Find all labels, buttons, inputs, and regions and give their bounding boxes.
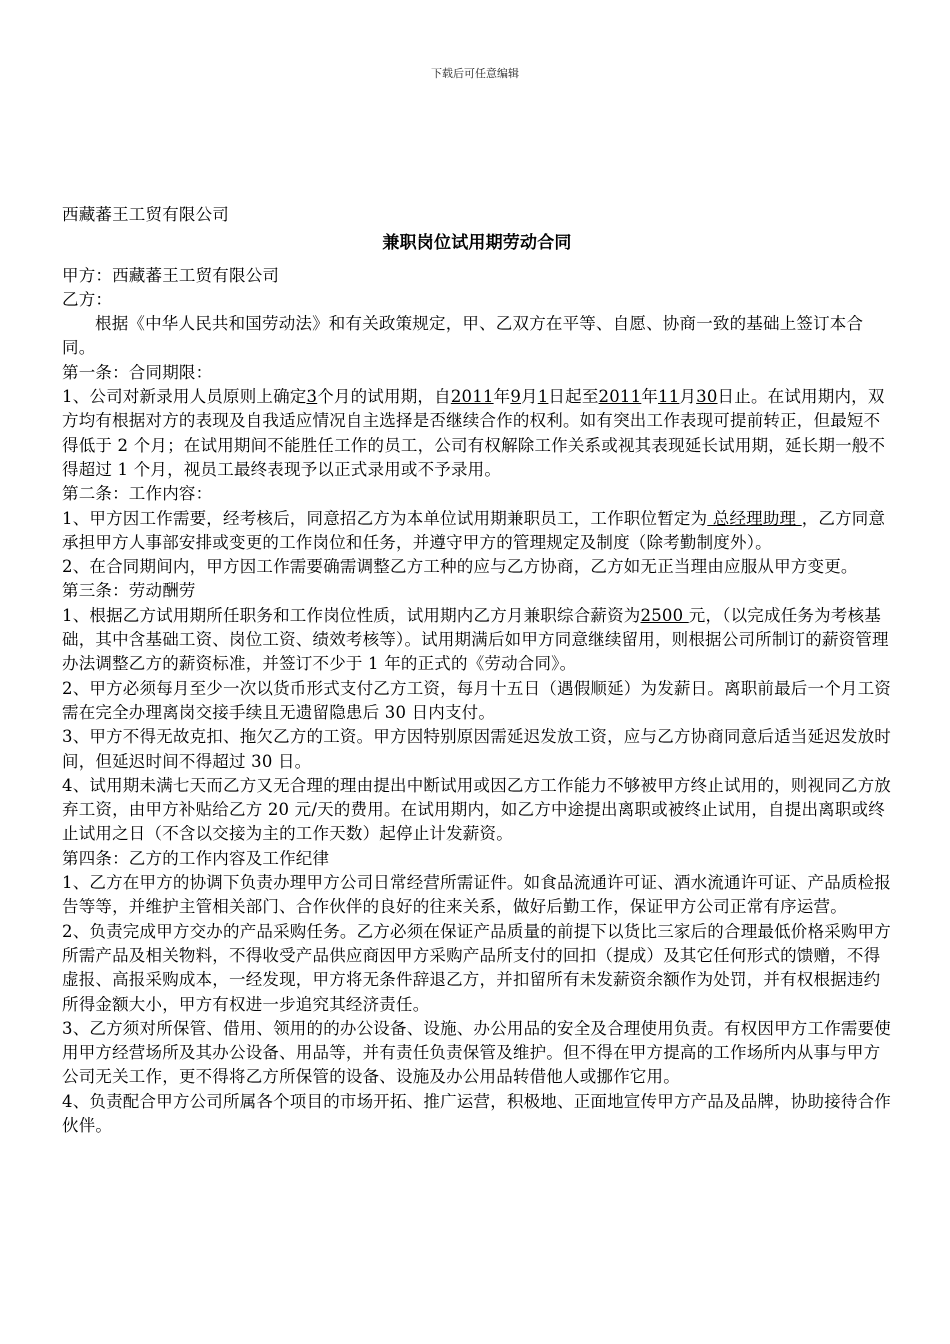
article-4-clause-4: 4、负责配合甲方公司所属各个项目的市场开拓、推广运营，积极地、正面地宣传甲方产品及品牌，协助接待合作伙伴。	[62, 1091, 891, 1135]
salary-value: 2500	[640, 605, 689, 625]
text-span: 1、公司对新录用人员原则上确定	[62, 387, 307, 407]
page-header-note: 下载后可任意编辑	[431, 67, 519, 80]
article-3-clause-4: 4、试用期未满七天而乙方又无合理的理由提出中断试用或因乙方工作能力不够被甲方终止试用的，则视同乙方放弃工资，由甲方补贴给乙方 20 元/天的费用。在试用期内，如乙方中途提出离职或被终止试用，自提出离职或终止试用之日（不含以交接为主的工作天数）起停止计发薪资。	[62, 775, 891, 844]
article-1-clause-1	[62, 385, 892, 482]
text-span: 日起至	[548, 387, 599, 407]
article-2-clause-2: 2、在合同期间内，甲方因工作需要确需调整乙方工种的应与乙方协商，乙方如无正当理由应服从甲方变更。	[62, 557, 858, 577]
start-year-value: 2011	[450, 387, 494, 407]
article-4-heading: 第四条：乙方的工作内容及工作纪律	[62, 848, 330, 868]
article-4-clause-2: 2、负责完成甲方交办的产品采购任务。乙方必须在保证产品质量的前提下以货比三家后的合理最低价格采购甲方所需产品及相关物料，不得收受产品供应商因甲方采购产品所支付的回扣（提成）及其它任何形式的馈赠，不得虚报、高报采购成本，一经发现，甲方将无条件辞退乙方，并扣留所有未发薪资余额作为处罚，并有权根据违约所得金额大小，甲方有权进一步追究其经济责任。	[62, 921, 891, 1014]
document-title: 兼职岗位试用期劳动合同	[382, 233, 572, 254]
text-span: ，乙方同意承担甲方人事部安排或变更的工作岗位和任务，并遵守甲方的管理规定及制度（除考勤制度外）。	[62, 508, 886, 552]
text-span: 1、甲方因工作需要，经考核后，同意招乙方为本单位试用期兼职员工，工作职位暂定为	[62, 508, 708, 528]
position-value: 总经理助理	[707, 508, 802, 528]
article-2-heading: 第二条：工作内容：	[62, 484, 213, 504]
end-year-value: 2011	[598, 387, 642, 407]
company-name: 西藏蕃王工贸有限公司	[62, 205, 229, 224]
text-span: 个月的试用期，自	[317, 387, 451, 407]
text-span: 月	[679, 387, 697, 407]
text-span: 元，（以完成任务为考核基础，其中含基础工资、岗位工资、绩效考核等）。试用期满后如甲方同意继续留用，则根据公司所制订的薪资管理办法调整乙方的薪资标准，并签订不少于 1 年的正式的《劳动合同》。	[62, 605, 889, 674]
preamble: 根据《中华人民共和国劳动法》和有关政策规定，甲、乙双方在平等、自愿、协商一致的基础上签订本合同。	[62, 314, 864, 358]
text-span: 月	[521, 387, 538, 407]
article-1-heading: 第一条：合同期限：	[62, 362, 213, 382]
start-day-value: 1	[537, 387, 549, 407]
article-2-clause-1	[62, 507, 892, 556]
article-3-clause-3: 3、甲方不得无故克扣、拖欠乙方的工资。甲方因特别原因需延迟发放工资，应与乙方协商同意后适当延迟发放时间，但延迟时间不得超过 30 日。	[62, 727, 891, 771]
party-b: 乙方：	[62, 289, 113, 309]
start-month-value: 9	[510, 387, 522, 407]
party-a: 甲方：西藏蕃王工贸有限公司	[62, 265, 280, 285]
article-3-clause-2: 2、甲方必须每月至少一次以货币形式支付乙方工资，每月十五日（遇假顺延）为发薪日。离职前最后一个月工资需在完全办理离岗交接手续且无遗留隐患后 30 日内支付。	[62, 678, 891, 722]
end-month-value: 11	[658, 387, 680, 407]
end-day-value: 30	[696, 387, 718, 407]
article-3-heading: 第三条：劳动酬劳	[62, 581, 196, 601]
text-span: 1、根据乙方试用期所任职务和工作岗位性质，试用期内乙方月兼职综合薪资为	[62, 605, 641, 625]
article-3-clause-1	[62, 604, 892, 677]
article-4-clause-3: 3、乙方须对所保管、借用、领用的的办公设备、设施、办公用品的安全及合理使用负责。有权因甲方工作需要使用甲方经营场所及其办公设备、用品等，并有责任负责保管及维护。但不得在甲方提高的工作场所内从事与甲方公司无关工作，更不得将乙方所保管的设备、设施及办公用品转借他人或挪作它用。	[62, 1018, 891, 1087]
article-4-clause-1: 1、乙方在甲方的协调下负责办理甲方公司日常经营所需证件。如食品流通许可证、酒水流通许可证、产品质检报告等等，并维护主管相关部门、合作伙伴的良好的往来关系，做好后勤工作，保证甲方公司正常有序运营。	[62, 873, 891, 917]
text-span: 年	[493, 387, 511, 407]
text-span: 年	[641, 387, 659, 407]
contract-document	[62, 203, 892, 1138]
trial-months-value: 3	[306, 387, 318, 407]
text-span: 日止。在试用期内，双方均有根据对方的表现及自我适应情况自主选择是否继续合作的权利。如有突出工作表现可提前转正，但最短不得低于 2 个月；在试用期间不能胜任工作的员工，公司有权解除工作关系或视其表现延长试用期，延长期一般不得超过 1 个月，视员工最终表现予以正式录用或不予录用。	[62, 387, 886, 479]
